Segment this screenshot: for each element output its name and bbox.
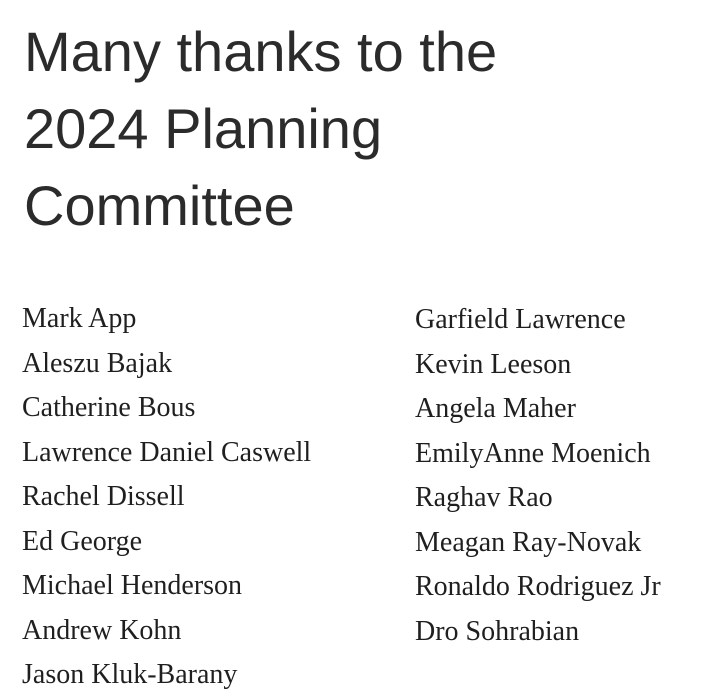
committee-member: Andrew Kohn — [22, 614, 182, 646]
committee-member: Lawrence Daniel Caswell — [22, 436, 312, 468]
page-title — [24, 13, 497, 244]
committee-member: Jason Kluk-Barany — [22, 659, 238, 690]
committee-member: Meagan Ray-Novak — [415, 526, 642, 558]
committee-member: Aleszu Bajak — [22, 347, 173, 379]
committee-member: Ronaldo Rodriguez Jr — [415, 571, 661, 602]
title-line-2: 2024 Planning — [24, 97, 383, 160]
committee-member: Garfield Lawrence — [415, 304, 626, 335]
committee-member: Kevin Leeson — [415, 348, 572, 380]
committee-member: Rachel Dissell — [22, 481, 185, 512]
committee-member: Ed George — [22, 525, 142, 557]
committee-member: EmilyAnne Moenich — [415, 437, 651, 469]
committee-member: Catherine Bous — [22, 392, 196, 423]
committee-member: Mark App — [22, 303, 137, 334]
committee-member: Raghav Rao — [415, 482, 553, 513]
committee-member: Angela Maher — [415, 393, 576, 424]
committee-member: Michael Henderson — [22, 570, 243, 601]
title-line-3: Committee — [24, 174, 295, 237]
committee-list-left — [22, 297, 311, 698]
committee-list-right — [415, 298, 661, 654]
committee-member: Dro Sohrabian — [415, 615, 580, 647]
title-line-1: Many thanks to the — [24, 20, 498, 83]
